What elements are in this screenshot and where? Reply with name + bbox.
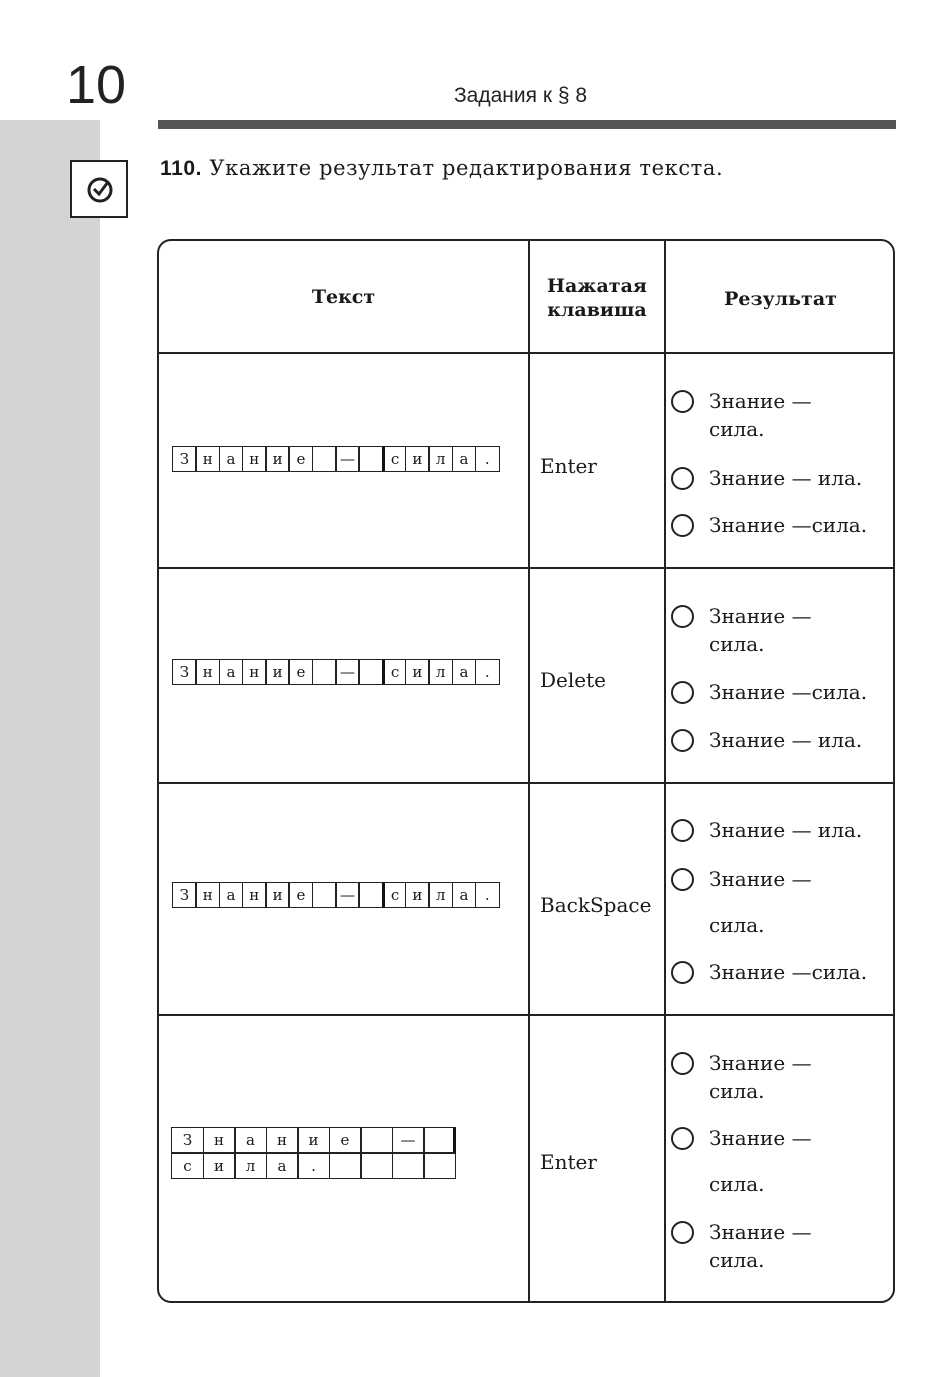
char-cell: л xyxy=(428,882,453,908)
char-cell: а xyxy=(219,882,244,908)
text-cells xyxy=(172,882,500,910)
option-line: Знание — xyxy=(709,867,812,891)
char-cell: а xyxy=(219,446,244,472)
char-cell xyxy=(360,1153,393,1179)
option-line: Знание — xyxy=(709,1126,812,1150)
char-cell: л xyxy=(234,1153,267,1179)
text-cells-line2 xyxy=(171,1153,456,1181)
char-cell: н xyxy=(266,1127,299,1153)
text-cells-line1 xyxy=(171,1127,456,1155)
text-cells xyxy=(172,446,500,474)
task-heading xyxy=(160,156,723,181)
option-line: Знание — xyxy=(709,1220,812,1244)
char-cell-cursor: с xyxy=(382,882,407,908)
option-line: Знание — xyxy=(709,604,812,628)
char-cell xyxy=(358,659,383,685)
section-title: Задания к § 8 xyxy=(454,84,588,107)
option-line: Знание — ила. xyxy=(709,466,863,490)
char-cell: е xyxy=(329,1127,362,1153)
option-line: Знание —сила. xyxy=(709,513,868,537)
radio-button[interactable] xyxy=(671,1221,694,1244)
page-number: 10 xyxy=(66,55,127,115)
char-cell: а xyxy=(234,1127,267,1153)
header-rule xyxy=(158,120,896,129)
radio-button[interactable] xyxy=(671,819,694,842)
option-line: Знание — ила. xyxy=(709,728,863,752)
header-key-line1: Нажатая xyxy=(547,275,647,297)
char-cell xyxy=(312,659,337,685)
header-text: Текст xyxy=(311,286,376,308)
radio-button[interactable] xyxy=(671,729,694,752)
char-cell xyxy=(312,446,337,472)
char-cell: и xyxy=(265,446,290,472)
char-cell: — xyxy=(335,882,360,908)
char-cell: и xyxy=(405,446,430,472)
radio-button[interactable] xyxy=(671,961,694,984)
char-cell: — xyxy=(335,659,360,685)
char-cell: н xyxy=(195,446,220,472)
char-cell: — xyxy=(335,446,360,472)
char-cell xyxy=(360,1127,393,1153)
char-cell xyxy=(358,446,383,472)
column-divider xyxy=(528,241,530,1301)
exercise-table xyxy=(157,239,895,1303)
pressed-key: Delete xyxy=(540,668,606,692)
char-cell: н xyxy=(195,882,220,908)
radio-button[interactable] xyxy=(671,681,694,704)
radio-button[interactable] xyxy=(671,1127,694,1150)
char-cell: а xyxy=(452,446,477,472)
char-cell xyxy=(358,882,383,908)
char-cell: е xyxy=(288,446,313,472)
char-cell: З xyxy=(171,1127,204,1153)
task-number: 110. xyxy=(160,157,203,180)
radio-button[interactable] xyxy=(671,467,694,490)
char-cell: и xyxy=(297,1127,330,1153)
option-line: Знание — xyxy=(709,1051,812,1075)
radio-button[interactable] xyxy=(671,868,694,891)
pressed-key: Enter xyxy=(540,454,597,478)
header-key-line2: клавиша xyxy=(547,299,647,321)
option-line: Знание —сила. xyxy=(709,680,868,704)
option-line: сила. xyxy=(709,1172,765,1196)
char-cell: л xyxy=(428,659,453,685)
char-cell: и xyxy=(265,659,290,685)
char-cell: л xyxy=(428,446,453,472)
option-line: сила. xyxy=(709,1248,765,1272)
char-cell xyxy=(423,1153,456,1179)
char-cell: н xyxy=(195,659,220,685)
char-cell: н xyxy=(242,659,267,685)
row-divider xyxy=(159,567,893,569)
char-cell: е xyxy=(288,882,313,908)
char-cell: с xyxy=(171,1153,204,1179)
header-result: Результат xyxy=(724,288,837,310)
row-divider xyxy=(159,782,893,784)
task-text: Укажите результат редактирования текста. xyxy=(209,156,724,180)
char-cell: З xyxy=(172,882,197,908)
radio-button[interactable] xyxy=(671,605,694,628)
row-divider xyxy=(159,352,893,354)
char-cell-cursor xyxy=(423,1127,456,1153)
char-cell: и xyxy=(405,659,430,685)
char-cell xyxy=(392,1153,425,1179)
char-cell: а xyxy=(452,659,477,685)
char-cell-cursor: с xyxy=(382,446,407,472)
radio-button[interactable] xyxy=(671,390,694,413)
header-key xyxy=(530,274,664,322)
column-divider xyxy=(664,241,666,1301)
char-cell: — xyxy=(392,1127,425,1153)
pressed-key: Enter xyxy=(540,1150,597,1174)
char-cell: а xyxy=(266,1153,299,1179)
char-cell xyxy=(312,882,337,908)
row-divider xyxy=(159,1014,893,1016)
char-cell: и xyxy=(265,882,290,908)
pressed-key: BackSpace xyxy=(540,893,652,917)
char-cell: З xyxy=(172,446,197,472)
char-cell: е xyxy=(288,659,313,685)
char-cell: н xyxy=(242,882,267,908)
option-line: Знание — ила. xyxy=(709,818,863,842)
option-line: сила. xyxy=(709,417,765,441)
char-cell: и xyxy=(405,882,430,908)
char-cell xyxy=(329,1153,362,1179)
option-line: сила. xyxy=(709,913,765,937)
char-cell: н xyxy=(242,446,267,472)
margin-gray-strip xyxy=(0,120,100,1377)
option-line: Знание — xyxy=(709,389,812,413)
char-cell: З xyxy=(172,659,197,685)
char-cell-cursor: с xyxy=(382,659,407,685)
option-line: Знание —сила. xyxy=(709,960,868,984)
char-cell: . xyxy=(475,659,500,685)
radio-button[interactable] xyxy=(671,1052,694,1075)
char-cell: а xyxy=(452,882,477,908)
char-cell: . xyxy=(475,882,500,908)
char-cell: . xyxy=(475,446,500,472)
check-icon xyxy=(70,160,128,218)
option-line: сила. xyxy=(709,1079,765,1103)
char-cell: а xyxy=(219,659,244,685)
char-cell: . xyxy=(297,1153,330,1179)
text-cells xyxy=(172,659,500,687)
char-cell: и xyxy=(203,1153,236,1179)
radio-button[interactable] xyxy=(671,514,694,537)
option-line: сила. xyxy=(709,632,765,656)
char-cell: н xyxy=(203,1127,236,1153)
